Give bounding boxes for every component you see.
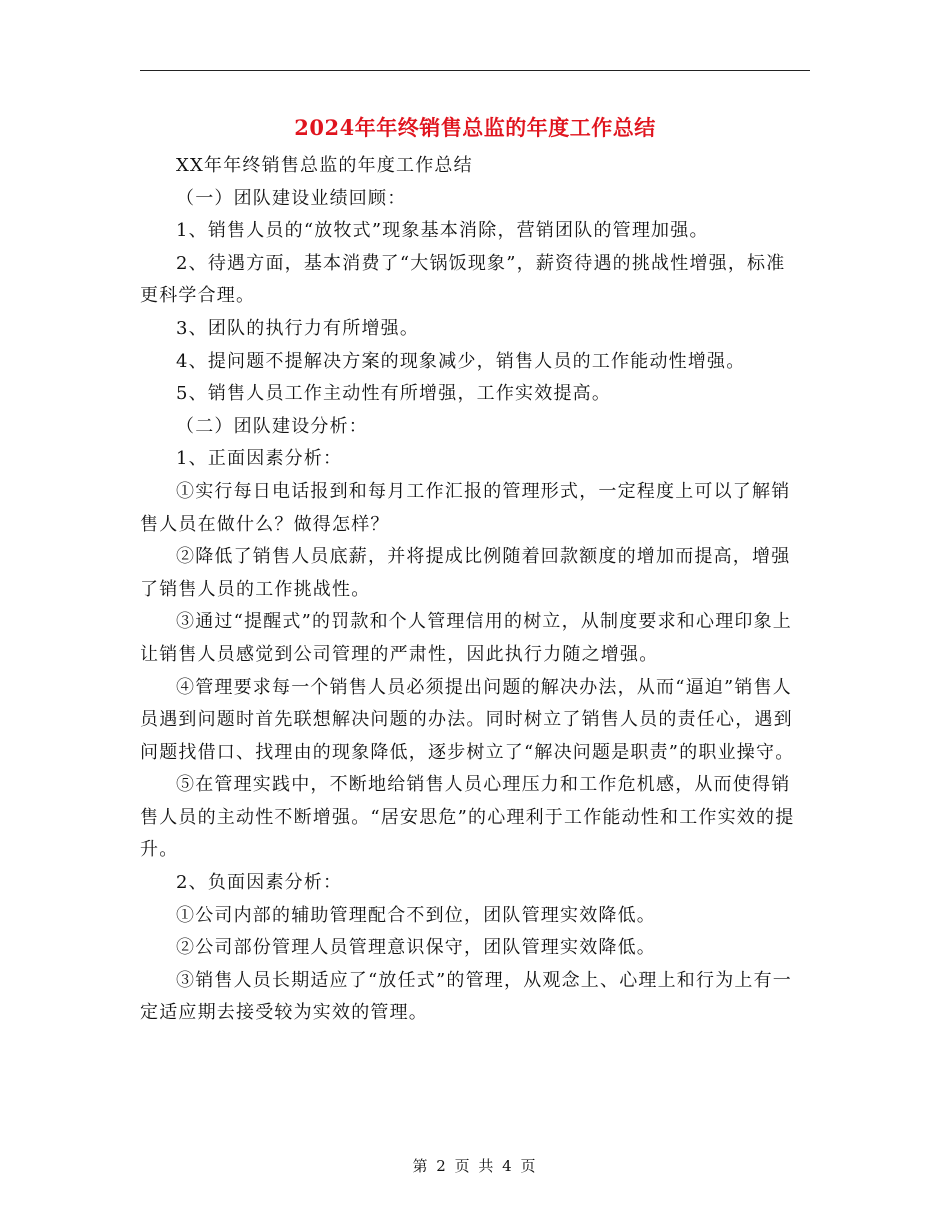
paragraph: ⑤在管理实践中，不断地给销售人员心理压力和工作危机感，从而使得销售人员的主动性不断增强。“居安思危”的心理利于工作能动性和工作实效的提升。 bbox=[140, 774, 795, 861]
paragraph: 3、团队的执行力有所增强。 bbox=[176, 317, 420, 339]
page-footer: 第 2 页 共 4 页 bbox=[412, 1157, 538, 1175]
paragraph: ③销售人员长期适应了“放任式”的管理，从观念上、心理上和行为上有一定适应期去接受较为实效的管理。 bbox=[140, 969, 793, 1024]
paragraph: ①实行每日电话报到和每月工作汇报的管理形式，一定程度上可以了解销售人员在做什么？做得怎样？ bbox=[140, 480, 791, 535]
paragraph: 4、提问题不提解决方案的现象减少，销售人员的工作能动性增强。 bbox=[176, 350, 746, 372]
document-body bbox=[140, 150, 820, 1030]
section-heading-2: （二）团队建设分析： bbox=[176, 415, 368, 437]
paragraph: ②公司部份管理人员管理意识保守，团队管理实效降低。 bbox=[176, 937, 656, 959]
paragraph: ③通过“提醒式”的罚款和个人管理信用的树立，从制度要求和心理印象上让销售人员感觉到公司管理的严肃性，因此执行力随之增强。 bbox=[140, 611, 793, 665]
paragraph: 5、销售人员工作主动性有所增强，工作实效提高。 bbox=[176, 383, 612, 405]
paragraph-subtitle: XX年年终销售总监的年度工作总结 bbox=[176, 155, 473, 176]
document-title: 2024年年终销售总监的年度工作总结 bbox=[294, 115, 656, 140]
paragraph: 2、待遇方面，基本消费了“大锅饭现象”，薪资待遇的挑战性增强，标准更科学合理。 bbox=[140, 252, 786, 307]
header-rule bbox=[140, 70, 810, 71]
paragraph: ①公司内部的辅助管理配合不到位，团队管理实效降低。 bbox=[176, 904, 656, 926]
paragraph: 1、销售人员的“放牧式”现象基本消除，营销团队的管理加强。 bbox=[176, 220, 709, 242]
subsection-heading: 2、负面因素分析： bbox=[176, 872, 343, 894]
section-heading-1: （一）团队建设业绩回顾： bbox=[176, 187, 407, 209]
paragraph: ②降低了销售人员底薪，并将提成比例随着回款额度的增加而提高，增强了销售人员的工作挑战性。 bbox=[140, 546, 791, 600]
subsection-heading: 1、正面因素分析： bbox=[176, 448, 343, 470]
paragraph: ④管理要求每一个销售人员必须提出问题的解决办法，从而“逼迫”销售人员遇到问题时首先联想解决问题的办法。同时树立了销售人员的责任心，遇到问题找借口、找理由的现象降低，逐步树立了“解决问题是职责”的职业操守。 bbox=[140, 676, 795, 763]
